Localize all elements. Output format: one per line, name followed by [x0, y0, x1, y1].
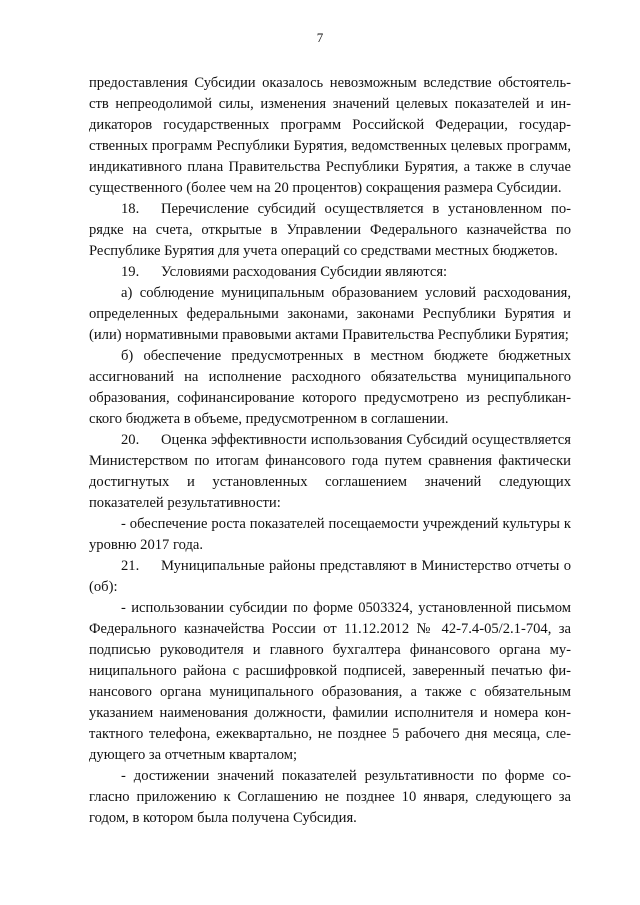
document-body — [89, 73, 571, 829]
paragraph-text: Оценка эффективности использования Субсидий осуществляется Министерством по итогам финансового года путем сравнения фактически достигнутых и установленных соглашением значений следующих показателей результативности: — [89, 432, 571, 511]
paragraph-19 — [89, 262, 571, 283]
paragraph-number: 20. — [121, 432, 140, 448]
paragraph-18 — [89, 199, 571, 262]
paragraph-text: - использовании субсидии по форме 0503324, установленной письмом Федерального казначейства России от 11.12.2012 № 42-7.4-05/2.1-704, за подписью руководителя и главного бухгалтера финансового органа муниципального района с расшифровкой подписей, заверенный печатью финансового органа муниципального образования, а также с обязательным указанием наименования должности, фамилии исполнителя и номера контактного телефона, ежеквартально, не позднее 5 рабочего дня месяца, следующего за отчетным кварталом; — [89, 600, 571, 763]
paragraph-20-item — [89, 514, 571, 556]
paragraph-20 — [89, 430, 571, 514]
paragraph-text: Муниципальные районы представляют в Министерство отчеты о (об): — [89, 558, 571, 595]
paragraph-text: Условиями расходования Субсидии являются: — [161, 264, 448, 280]
paragraph-text: а) соблюдение муниципальным образованием условий расходования, определенных федеральными законами, законами Республики Бурятия и (или) нормативными правовыми актами Правительства Республики Бурятия; — [89, 285, 571, 343]
paragraph-continuation — [89, 73, 571, 199]
page-number: 7 — [316, 30, 324, 45]
paragraph-text: предоставления Субсидии оказалось невозможным вследствие обстоятельств непреодолимой силы, изменения значений целевых показателей и индикаторов государственных программ Российской Федерации, государственных программ Республики Бурятия, ведомственных целевых программ, индикативного плана Правительства Республики Бурятия, а также в случае существенного (более чем на 20 процентов) сокращения размера Субсидии. — [89, 75, 571, 196]
paragraph-19-a — [89, 283, 571, 346]
paragraph-21 — [89, 556, 571, 598]
paragraph-text: - обеспечение роста показателей посещаемости учреждений культуры к уровню 2017 года. — [89, 516, 571, 553]
paragraph-number: 18. — [121, 201, 140, 217]
paragraph-19-b — [89, 346, 571, 430]
paragraph-21-item-1 — [89, 598, 571, 766]
paragraph-number: 21. — [121, 558, 140, 574]
paragraph-21-item-2 — [89, 766, 571, 829]
paragraph-text: - достижении значений показателей результативности по форме согласно приложению к Соглашению не позднее 10 января, следующего за годом, в котором была получена Субсидия. — [89, 768, 571, 826]
paragraph-number: 19. — [121, 264, 140, 280]
paragraph-text: б) обеспечение предусмотренных в местном бюджете бюджетных ассигнований на исполнение расходного обязательства муниципального образования, софинансирование которого предусмотрено из республиканского бюджета в объеме, предусмотренном в соглашении. — [89, 348, 571, 427]
paragraph-text: Перечисление субсидий осуществляется в установленном порядке на счета, открытые в Управлении Федерального казначейства по Республике Бурятия для учета операций со средствами местных бюджетов. — [89, 201, 571, 259]
